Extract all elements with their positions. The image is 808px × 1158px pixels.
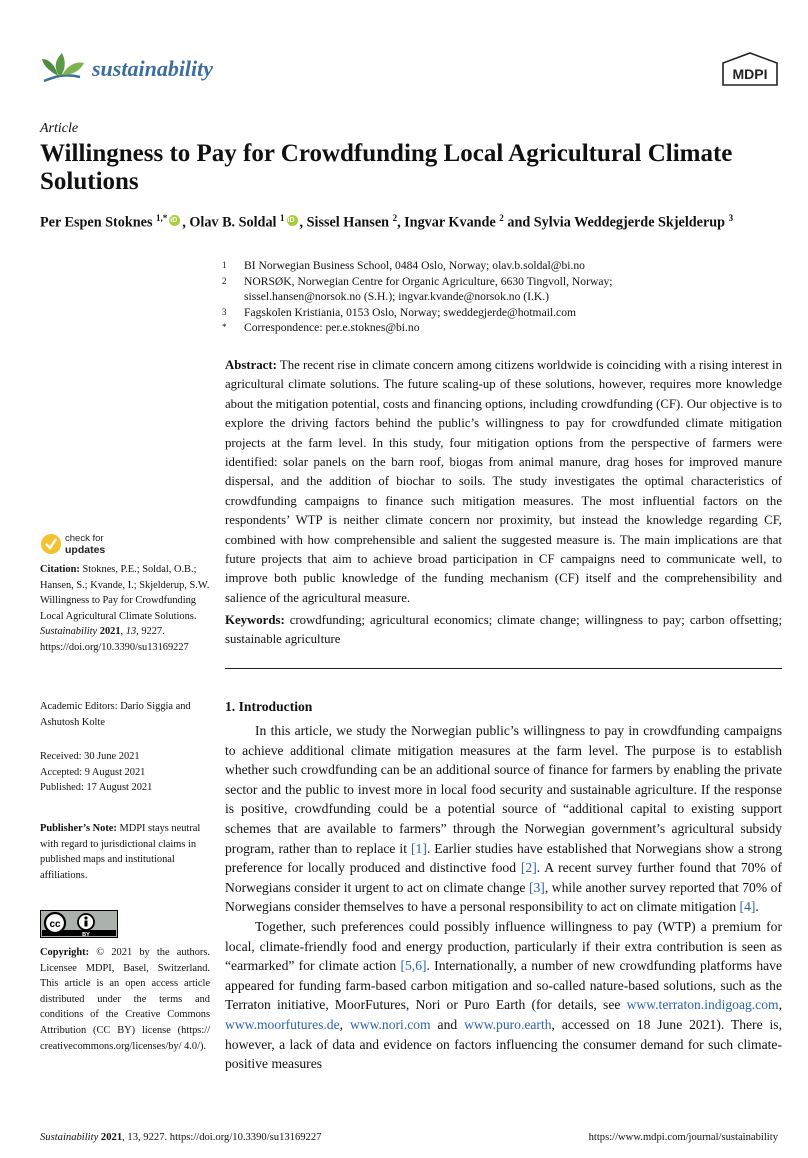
affiliation-number: 3 — [222, 306, 227, 317]
paragraph-text: In this article, we study the Norwegian public’s willingness to pay in crowdfunding campaigns to achieve additional climate mitigation measures at the farm level. The purpose is to establish whether such crowdfunding can be an additional source of finance for farmers by enabling the private sector and the public to invest more in local food security and sustainable agriculture. If the response is positive, crowdfunding could be a potential source of “additional capital to existing support schemes that are available to farmers” through the Norwegian government’s agricultural subsidy program, rather than to replace it — [225, 723, 782, 856]
affiliation-number: 2 — [222, 275, 227, 286]
orcid-icon[interactable] — [169, 215, 180, 226]
leaf-logo-icon — [40, 47, 86, 89]
svg-text:cc: cc — [49, 919, 61, 930]
author-affiliation-sup: 1,* — [156, 213, 168, 223]
note-label: Publisher’s Note: — [40, 823, 117, 834]
author-affiliation-sup: 3 — [728, 213, 734, 223]
footer-journal: Sustainability — [40, 1132, 99, 1143]
mdpi-logo-text: MDPI — [732, 66, 768, 82]
citation-volume: 13 — [125, 626, 137, 638]
check-for-updates-badge[interactable] — [40, 530, 150, 558]
reference-link[interactable]: www.nori.com — [349, 1016, 431, 1032]
received-date: Received: 30 June 2021 — [40, 751, 140, 762]
paragraph-text: . Internationally, a number of new crowdfunding platforms have appeared for funding farm-based carbon mitigation and so-called nature-based solutions, such as the Terraton initiative, MoorFutures, Nori or Puro Earth (for details, see — [225, 958, 782, 1013]
mdpi-logo — [720, 52, 780, 88]
paragraph-text: . A recent survey further found that 70% of Norwegians consider it urgent to act on climate change — [225, 860, 782, 895]
journal-name: sustainability — [92, 56, 214, 81]
reference-link[interactable]: www.terraton.indigoag.com — [626, 997, 779, 1013]
affiliation-text: Correspondence: per.e.stoknes@bi.no — [244, 321, 420, 335]
affiliation-number: * — [222, 322, 227, 333]
cc-label: BY — [82, 932, 90, 938]
published-date: Published: 17 August 2021 — [40, 782, 153, 794]
affiliation-text: Fagskolen Kristiania, 0153 Oslo, Norway; sweddegjerde@hotmail.com — [244, 305, 577, 319]
abstract-text: The recent rise in climate concern among citizens worldwide is coinciding with a rising interest in agricultural climate solutions. The future scaling-up of these solutions, however, requires more knowledge about the mitigation potential, costs and financing options, including crowdfunding (CF). Our objective is to explore the driving factors behind the public’s willingness to pay for crowdfunded climate mitigation projects at the farm level. In this study, four mitigation options from the perspective of farmers were identified: solar panels on the barn roof, biogas from animal manure, drag hoses for improved manure dispersal, and the addition of biochar to soils. The study investigates the optimal characteristics of crowdfunding campaigns to finance such mitigation measures. The most influential factors on the respondents’ WTP is neither climate concern nor proximity, but instead the knowledge regarding CF, combined with how comprehensible and salient the suggested measure is. The main implications are that future projects that aim to achieve broad participation in CF campaigns need to communicate well, to improve both public knowledge of the funding mechanism (CF) itself and the comprehensibility and salience of the agricultural measure. — [225, 358, 783, 605]
keywords-text: crowdfunding; agricultural economics; climate change; willingness to pay; carbon offsetting; sustainable agriculture — [225, 613, 782, 647]
check-line1: check for — [65, 533, 104, 544]
keywords — [225, 611, 782, 650]
paragraph-text: . Earlier studies have established that Norwegians show a strong preference for locally produced and distinctive food — [225, 840, 782, 876]
publishers-note — [40, 821, 210, 883]
paragraph-text: , accessed on 18 June 2021). There is, however, a lack of data and evidence on factors influencing the consumer demand for such climate-positive measures — [225, 1016, 782, 1072]
reference-link[interactable]: [5,6] — [400, 958, 427, 974]
footer-doi: , 13, 9227. https://doi.org/10.3390/su13169227 — [122, 1132, 322, 1143]
affiliation-text: sissel.hansen@norsok.no (S.H.); ingvar.kvande@norsok.no (I.K.) — [244, 290, 550, 304]
citation-label: Citation: — [40, 564, 80, 575]
affiliation-item — [222, 289, 782, 305]
citation-year: 2021 — [99, 626, 121, 638]
citation-block: Citation: Stoknes, P.E.; Soldal, O.B.; Hansen, S.; Kvande, I.; Skjelderup, S.W. Willingness to Pay for Crowdfunding Local Agricultural Climate Solutions. Sustainability 2021, 13, 9227. https://doi.org/10.3390/su13169227 — [40, 564, 210, 653]
reference-link[interactable]: www.puro.earth — [464, 1016, 552, 1032]
affiliation-number — [222, 289, 244, 305]
author-affiliation-sup: 2 — [499, 213, 504, 223]
reference-link[interactable]: [3] — [528, 879, 545, 895]
introduction-body — [225, 721, 782, 1074]
affiliation-item — [222, 274, 782, 290]
note-text: MDPI stays neutral with regard to jurisdictional claims in published maps and institutional affiliations. — [40, 823, 201, 881]
affiliation-number: 1 — [222, 260, 227, 270]
footer-year: 2021 — [100, 1132, 123, 1143]
citation-doi[interactable]: , 9227. https://doi.org/10.3390/su13169227 — [40, 626, 189, 653]
abstract-label: Abstract: — [225, 358, 277, 372]
paragraph — [225, 917, 782, 1074]
article-type: Article — [40, 121, 79, 136]
affiliation-item — [222, 305, 782, 321]
citation-text: Stoknes, P.E.; Soldal, O.B.; Hansen, S.; Kvande, I.; Skjelderup, S.W. Willingness to Pay for Crowdfunding Local Agricultural Climate Solutions. — [40, 564, 210, 622]
author-name: Ingvar Kvande — [404, 214, 496, 231]
author-name: Per Espen Stoknes — [40, 214, 153, 231]
reference-link[interactable]: [2] — [520, 860, 537, 876]
section-divider — [225, 668, 782, 669]
check-line2: updates — [65, 544, 106, 556]
section-heading: 1. Introduction — [225, 699, 313, 714]
footer-journal-url[interactable]: https://www.mdpi.com/journal/sustainability — [588, 1132, 778, 1143]
footer-citation — [40, 1132, 321, 1143]
citation-journal: Sustainability — [40, 626, 98, 638]
author-affiliation-sup: 2 — [392, 213, 398, 223]
author-affiliation-sup: 1 — [280, 213, 285, 223]
paragraph — [225, 721, 782, 917]
reference-link[interactable]: [4] — [739, 899, 756, 915]
keywords-label: Keywords: — [225, 613, 285, 627]
paragraph-text: , — [339, 1016, 350, 1032]
affiliation-text: NORSØK, Norwegian Centre for Organic Agriculture, 6630 Tingvoll, Norway; — [244, 274, 613, 288]
affiliation-item — [222, 258, 782, 274]
author-name: Sylvia Weddegjerde Skjelderup — [533, 214, 726, 231]
orcid-icon[interactable] — [287, 215, 298, 226]
cc-by-license-icon[interactable] — [40, 910, 118, 938]
paragraph-text: , while another survey reported that 70% of Norwegians consider themselves to have a personal responsibility to act on climate mitigation — [225, 879, 782, 915]
author-name: Sissel Hansen — [306, 214, 390, 231]
check-icon — [41, 534, 61, 554]
paragraph-text: , — [778, 997, 782, 1013]
page-title: Willingness to Pay for Crowdfunding Local Agricultural Climate Solutions — [40, 140, 733, 195]
affiliation-item — [222, 320, 782, 336]
paragraph-text: . — [755, 899, 759, 915]
paragraph-text: and — [430, 1016, 465, 1032]
reference-link[interactable]: [1] — [411, 840, 427, 856]
author-list: Per Espen Stoknes $^{1,*}$iD , Olav B. Soldal $^1$iD , Sissel Hansen $^2$, Ingvar Kvande $^2$ and Sylvia Weddegjerde Skjelderup $^3$ — [40, 213, 800, 232]
author-name: Olav B. Soldal — [189, 214, 277, 231]
accepted-date: Accepted: 9 August 2021 — [40, 766, 146, 778]
affiliations — [222, 258, 782, 336]
dates — [40, 749, 210, 796]
copyright — [40, 945, 210, 1054]
paragraph-text: Together, such preferences could possibly influence willingness to pay (WTP) a premium for local, climate-friendly food and energy production, particularly if their extra contribution is seen as “earmarked” for climate action — [225, 918, 782, 974]
reference-link[interactable]: www.moorfutures.de — [225, 1016, 340, 1032]
academic-editors: Academic Editors: Dario Siggia and Ashutosh Kolte — [40, 701, 191, 728]
copyright-label: Copyright: — [40, 947, 90, 958]
copyright-text: © 2021 by the authors. Licensee MDPI, Basel, Switzerland. This article is an open access article distributed under the terms and conditions of the Creative Commons Attribution (CC BY) license (https:// creativecommons.org/licenses/by/ 4.0/). — [40, 947, 210, 1052]
affiliation-text: BI Norwegian Business School, 0484 Oslo, Norway; olav.b.soldal@bi.no — [244, 259, 585, 272]
abstract — [225, 356, 782, 608]
